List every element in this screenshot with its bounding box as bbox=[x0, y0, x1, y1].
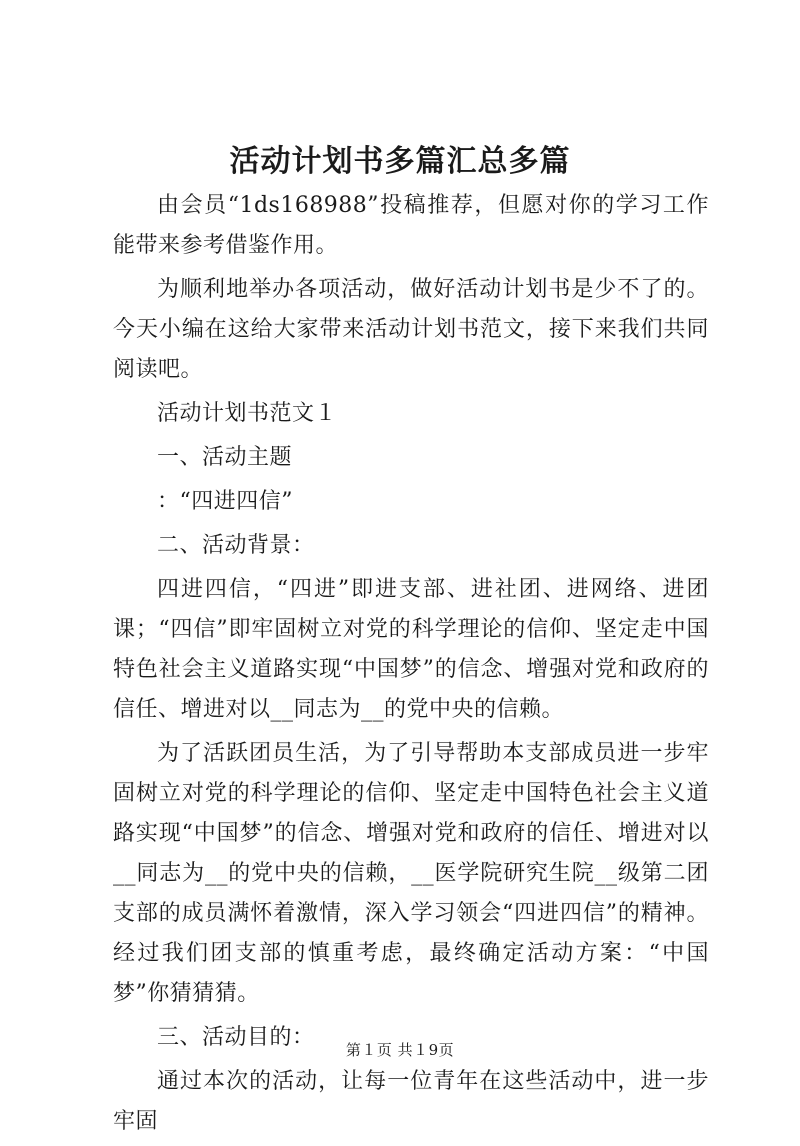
paragraph-background-definition: 四进四信，“四进”即进支部、进社团、进网络、进团课；“四信”即牢固树立对党的科学理论的信仰、坚定走中国特色社会主义道路实现“中国梦”的信念、增强对党和政府的信任、增进对以__同志为__的党中央的信赖。 bbox=[113, 577, 709, 722]
paragraph-purpose: 通过本次的活动，让每一位青年在这些活动中，进一步牢固 bbox=[113, 1069, 709, 1134]
paragraph-background-detail: 为了活跃团员生活，为了引导帮助本支部成员进一步牢固树立对党的科学理论的信仰、坚定走中国特色社会主义道路实现“中国梦”的信念、增强对党和政府的信任、增进对以__同志为__的党中央的信赖，__医学院研究生院__级第二团支部的成员满怀着激情，深入学习领会“四进四信”的精神。经过我们团支部的慎重考虑，最终确定活动方案：“中国梦”你猜猜猜。 bbox=[113, 741, 709, 1006]
paragraph-preface: 为顺利地举办各项活动，做好活动计划书是少不了的。今天小编在这给大家带来活动计划书范文，接下来我们共同阅读吧。 bbox=[113, 277, 709, 382]
document-body bbox=[113, 186, 709, 1146]
page-footer: 第１页 共１9页 bbox=[345, 1041, 455, 1059]
paragraph-theme-value: ：“四进四信” bbox=[157, 489, 293, 514]
page-title: 活动计划书多篇汇总多篇 bbox=[229, 144, 571, 179]
section-heading-sample-1: 活动计划书范文１ bbox=[157, 401, 338, 426]
heading-activity-theme: 一、活动主题 bbox=[157, 445, 293, 470]
heading-activity-purpose: 三、活动目的： bbox=[157, 1025, 315, 1050]
heading-activity-background: 二、活动背景： bbox=[157, 533, 315, 558]
paragraph-intro: 由会员“1ds168988”投稿推荐，但愿对你的学习工作能带来参考借鉴作用。 bbox=[113, 193, 709, 258]
